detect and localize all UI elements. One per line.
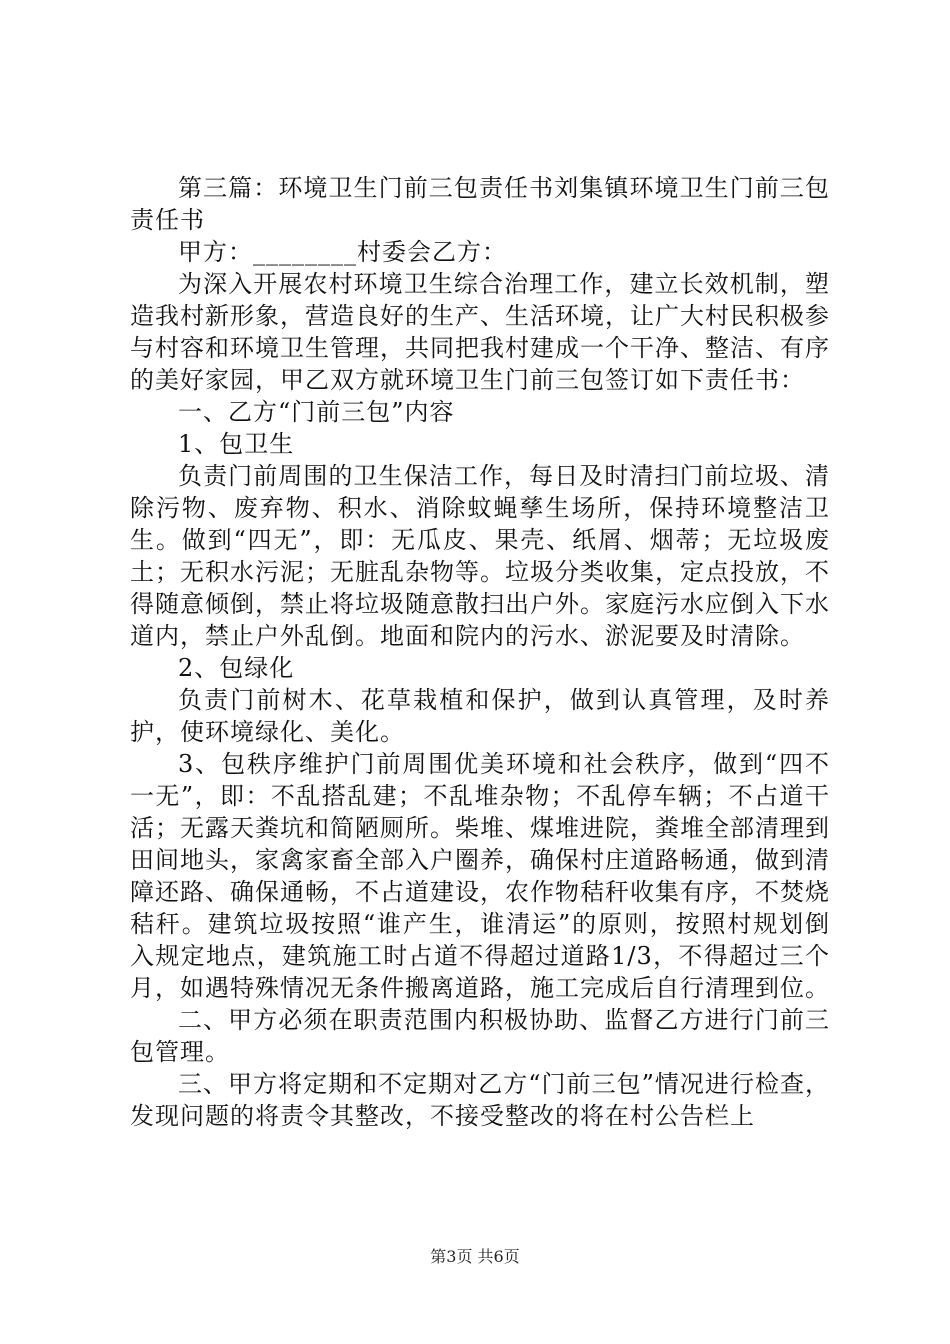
- subsection-heading-sanitation: 1、包卫生: [178, 430, 295, 458]
- document-title-paragraph: 第三篇：环境卫生门前三包责任书刘集镇环境卫生门前三包责任书: [130, 174, 830, 234]
- subsection-heading-greening: 2、包绿化: [178, 654, 295, 682]
- section-2-paragraph: 二、甲方必须在职责范围内积极协助、监督乙方进行门前三包管理。: [130, 1006, 830, 1066]
- document-body: [130, 172, 830, 1132]
- party-line-paragraph: 甲方：________村委会乙方：: [178, 238, 507, 266]
- order-paragraph: 3、包秩序维护门前周围优美环境和社会秩序，做到“四不一无”，即：不乱搭乱建；不乱堆杂物；不乱停车辆；不占道干活；无露天粪坑和简陋厕所。柴堆、煤堆进院，粪堆全部清理到田间地头，家禽家畜全部入户圈养，确保村庄道路畅通，做到清障还路、确保通畅，不占道建设，农作物秸秆收集有序，不焚烧秸秆。建筑垃圾按照“谁产生，谁清运”的原则，按照村规划倒入规定地点，建筑施工时占道不得超过道路1/3，不得超过三个月，如遇特殊情况无条件搬离道路，施工完成后自行清理到位。: [130, 750, 830, 1002]
- section-heading-1: 一、乙方“门前三包”内容: [178, 398, 455, 426]
- greening-paragraph: 负责门前树木、花草栽植和保护，做到认真管理，及时养护，使环境绿化、美化。: [130, 686, 830, 746]
- intro-paragraph: 为深入开展农村环境卫生综合治理工作，建立长效机制，塑造我村新形象，营造良好的生产、生活环境，让广大村民积极参与村容和环境卫生管理，共同把我村建成一个干净、整洁、有序的美好家园，甲乙双方就环境卫生门前三包签订如下责任书：: [130, 270, 830, 394]
- section-3-paragraph: 三、甲方将定期和不定期对乙方“门前三包”情况进行检查，发现问题的将责令其整改，不接受整改的将在村公告栏上: [130, 1070, 830, 1130]
- page-number-footer: 第3页 共6页: [430, 1247, 520, 1266]
- sanitation-paragraph: 负责门前周围的卫生保洁工作，每日及时清扫门前垃圾、清除污物、废弃物、积水、消除蚊蝇孳生场所，保持环境整洁卫生。做到“四无”，即：无瓜皮、果壳、纸屑、烟蒂；无垃圾废土；无积水污泥；无脏乱杂物等。垃圾分类收集，定点投放，不得随意倾倒，禁止将垃圾随意散扫出户外。家庭污水应倒入下水道内，禁止户外乱倒。地面和院内的污水、淤泥要及时清除。: [130, 462, 830, 650]
